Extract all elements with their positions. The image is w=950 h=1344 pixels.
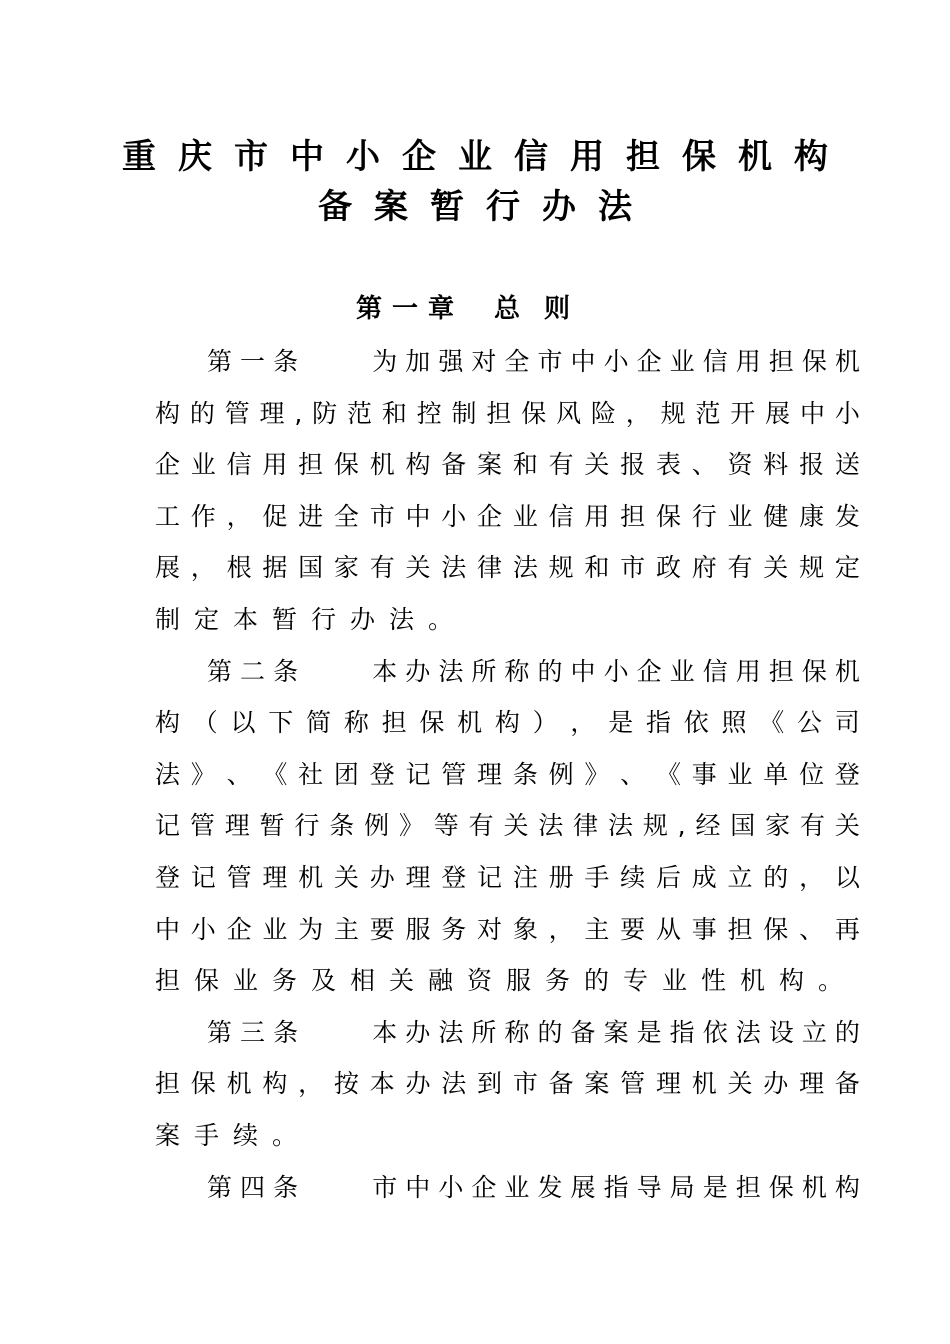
body-line: 企 业 信 用 担 保 机 构 备 案 和 有 关 报 表 、 资 料 报 送 [155,450,860,480]
body-line: 展 ， 根 据 国 家 有 关 法 律 法 规 和 市 政 府 有 关 规 定 [155,553,860,583]
chapter-heading [0,291,950,327]
body-line: 第 四 条 市 中 小 企 业 发 展 指 导 局 是 担 保 机 构 [207,1172,860,1202]
body-line: 担 保 机 构 ， 按 本 办 法 到 市 备 案 管 理 机 关 办 理 备 [155,1069,860,1099]
body-line: 中 小 企 业 为 主 要 服 务 对 象 ， 主 要 从 事 担 保 、 再 [155,914,860,944]
body-line: 记 管 理 暂 行 条 例 》 等 有 关 法 律 法 规 , 经 国 家 有 关 [155,811,860,841]
body-line: 第 一 条 为 加 强 对 全 市 中 小 企 业 信 用 担 保 机 [207,347,860,376]
body-line: 第 三 条 本 办 法 所 称 的 备 案 是 指 依 法 设 立 的 [207,1017,860,1047]
document-title-line-2: 备案暂行办法 [318,187,654,227]
body-line: 构 （ 以 下 简 称 担 保 机 构 ） ， 是 指 依 照 《 公 司 [155,708,860,738]
body-line: 担保业务及相关融资服务的专业性机构。 [155,966,858,996]
body-line: 登 记 管 理 机 关 办 理 登 记 注 册 手 续 后 成 立 的 ， 以 [155,862,860,892]
body-line: 构 的 管 理 , 防 范 和 控 制 担 保 风 险 ， 规 范 开 展 中 小 [155,398,860,428]
document-title-line-1: 重庆市中小企业信用担保机构 [122,137,850,177]
body-line: 案手续。 [155,1120,312,1150]
body-line: 第 二 条 本 办 法 所 称 的 中 小 企 业 信 用 担 保 机 [207,656,860,686]
chapter-name: 总则 [494,294,595,324]
body-line: 制定本暂行办法。 [155,604,468,634]
chapter-number: 第一章 [355,294,464,324]
body-line: 工 作 ， 促 进 全 市 中 小 企 业 信 用 担 保 行 业 健 康 发 [155,501,860,531]
body-line: 法 》 、 《 社 团 登 记 管 理 条 例 》 、 《 事 业 单 位 登 [155,759,860,789]
document-body [155,336,860,1213]
